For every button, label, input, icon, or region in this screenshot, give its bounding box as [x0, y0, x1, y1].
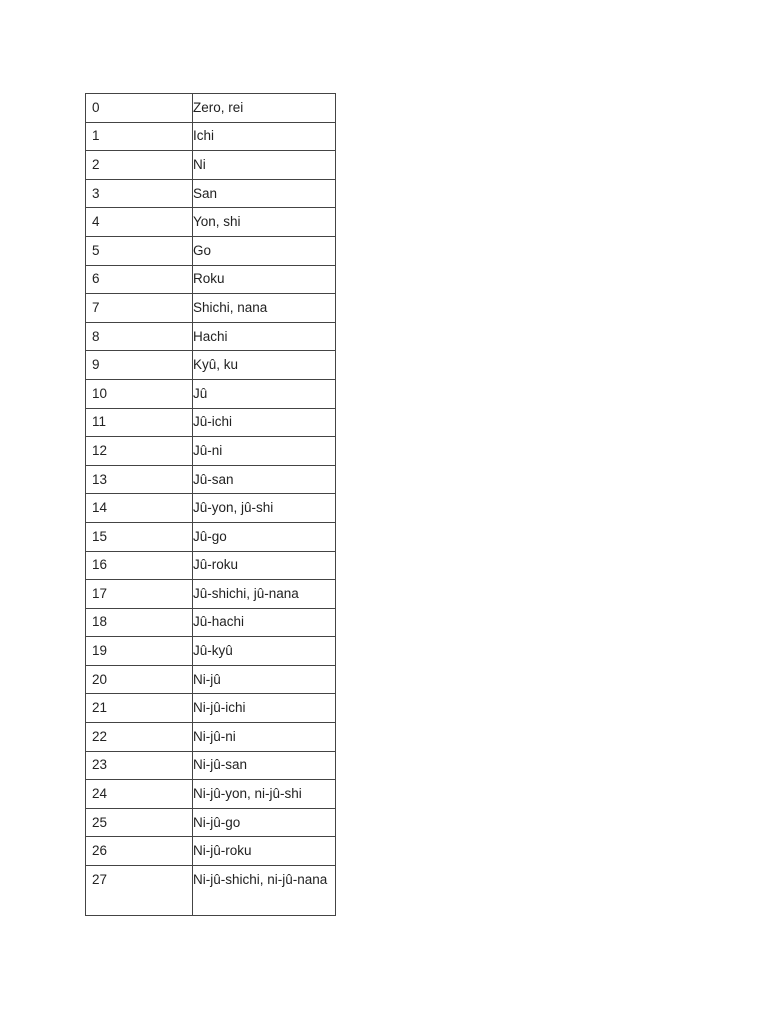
reading-cell: Ni-jû-san	[193, 751, 336, 780]
table-row	[86, 665, 336, 694]
number-cell: 19	[86, 637, 193, 666]
table-row	[86, 780, 336, 809]
table-row	[86, 551, 336, 580]
number-cell: 20	[86, 665, 193, 694]
table-row	[86, 236, 336, 265]
table-row	[86, 294, 336, 323]
number-cell: 27	[86, 866, 193, 916]
table-row	[86, 437, 336, 466]
table-row	[86, 866, 336, 916]
number-cell: 16	[86, 551, 193, 580]
table-row	[86, 608, 336, 637]
reading-cell: Ni-jû-go	[193, 808, 336, 837]
number-cell: 9	[86, 351, 193, 380]
number-cell: 4	[86, 208, 193, 237]
reading-cell: Jû	[193, 379, 336, 408]
reading-cell: Jû-ichi	[193, 408, 336, 437]
table-row	[86, 694, 336, 723]
number-cell: 8	[86, 322, 193, 351]
number-cell: 21	[86, 694, 193, 723]
reading-cell: Ni	[193, 151, 336, 180]
reading-cell: Ni-jû-shichi, ni-jû-nana	[193, 866, 336, 916]
table-row	[86, 494, 336, 523]
number-cell: 0	[86, 94, 193, 123]
number-cell: 2	[86, 151, 193, 180]
reading-cell: Shichi, nana	[193, 294, 336, 323]
number-cell: 10	[86, 379, 193, 408]
number-cell: 26	[86, 837, 193, 866]
reading-cell: Jû-ni	[193, 437, 336, 466]
reading-cell: Roku	[193, 265, 336, 294]
japanese-numbers-table	[85, 93, 336, 916]
reading-cell: Jû-roku	[193, 551, 336, 580]
number-cell: 15	[86, 522, 193, 551]
table-row	[86, 151, 336, 180]
number-cell: 13	[86, 465, 193, 494]
reading-cell: Yon, shi	[193, 208, 336, 237]
reading-cell: Jû-san	[193, 465, 336, 494]
reading-cell: Ni-jû	[193, 665, 336, 694]
number-cell: 18	[86, 608, 193, 637]
reading-cell: Zero, rei	[193, 94, 336, 123]
reading-cell: Kyû, ku	[193, 351, 336, 380]
table-row	[86, 637, 336, 666]
number-cell: 17	[86, 580, 193, 609]
table-row	[86, 837, 336, 866]
number-cell: 12	[86, 437, 193, 466]
number-cell: 25	[86, 808, 193, 837]
reading-cell: Jû-hachi	[193, 608, 336, 637]
reading-cell: Jû-kyû	[193, 637, 336, 666]
reading-cell: Ni-jû-ichi	[193, 694, 336, 723]
number-cell: 22	[86, 723, 193, 752]
reading-cell: Ni-jû-yon, ni-jû-shi	[193, 780, 336, 809]
reading-cell: Jû-yon, jû-shi	[193, 494, 336, 523]
reading-cell: Ni-jû-ni	[193, 723, 336, 752]
reading-cell: San	[193, 179, 336, 208]
reading-cell: Hachi	[193, 322, 336, 351]
table-row	[86, 723, 336, 752]
number-cell: 24	[86, 780, 193, 809]
table-row	[86, 265, 336, 294]
table-row	[86, 208, 336, 237]
reading-cell: Jû-shichi, jû-nana	[193, 580, 336, 609]
table-row	[86, 751, 336, 780]
table-row	[86, 580, 336, 609]
number-cell: 7	[86, 294, 193, 323]
table-row	[86, 808, 336, 837]
reading-cell: Ichi	[193, 122, 336, 151]
table-row	[86, 351, 336, 380]
number-cell: 6	[86, 265, 193, 294]
table-row	[86, 94, 336, 123]
number-cell: 3	[86, 179, 193, 208]
number-cell: 14	[86, 494, 193, 523]
table-row	[86, 465, 336, 494]
reading-cell: Go	[193, 236, 336, 265]
number-cell: 5	[86, 236, 193, 265]
table-row	[86, 179, 336, 208]
table-row	[86, 408, 336, 437]
table-row	[86, 379, 336, 408]
reading-cell: Jû-go	[193, 522, 336, 551]
reading-cell: Ni-jû-roku	[193, 837, 336, 866]
table-row	[86, 122, 336, 151]
table-row	[86, 522, 336, 551]
table-row	[86, 322, 336, 351]
number-cell: 11	[86, 408, 193, 437]
number-cell: 23	[86, 751, 193, 780]
number-cell: 1	[86, 122, 193, 151]
